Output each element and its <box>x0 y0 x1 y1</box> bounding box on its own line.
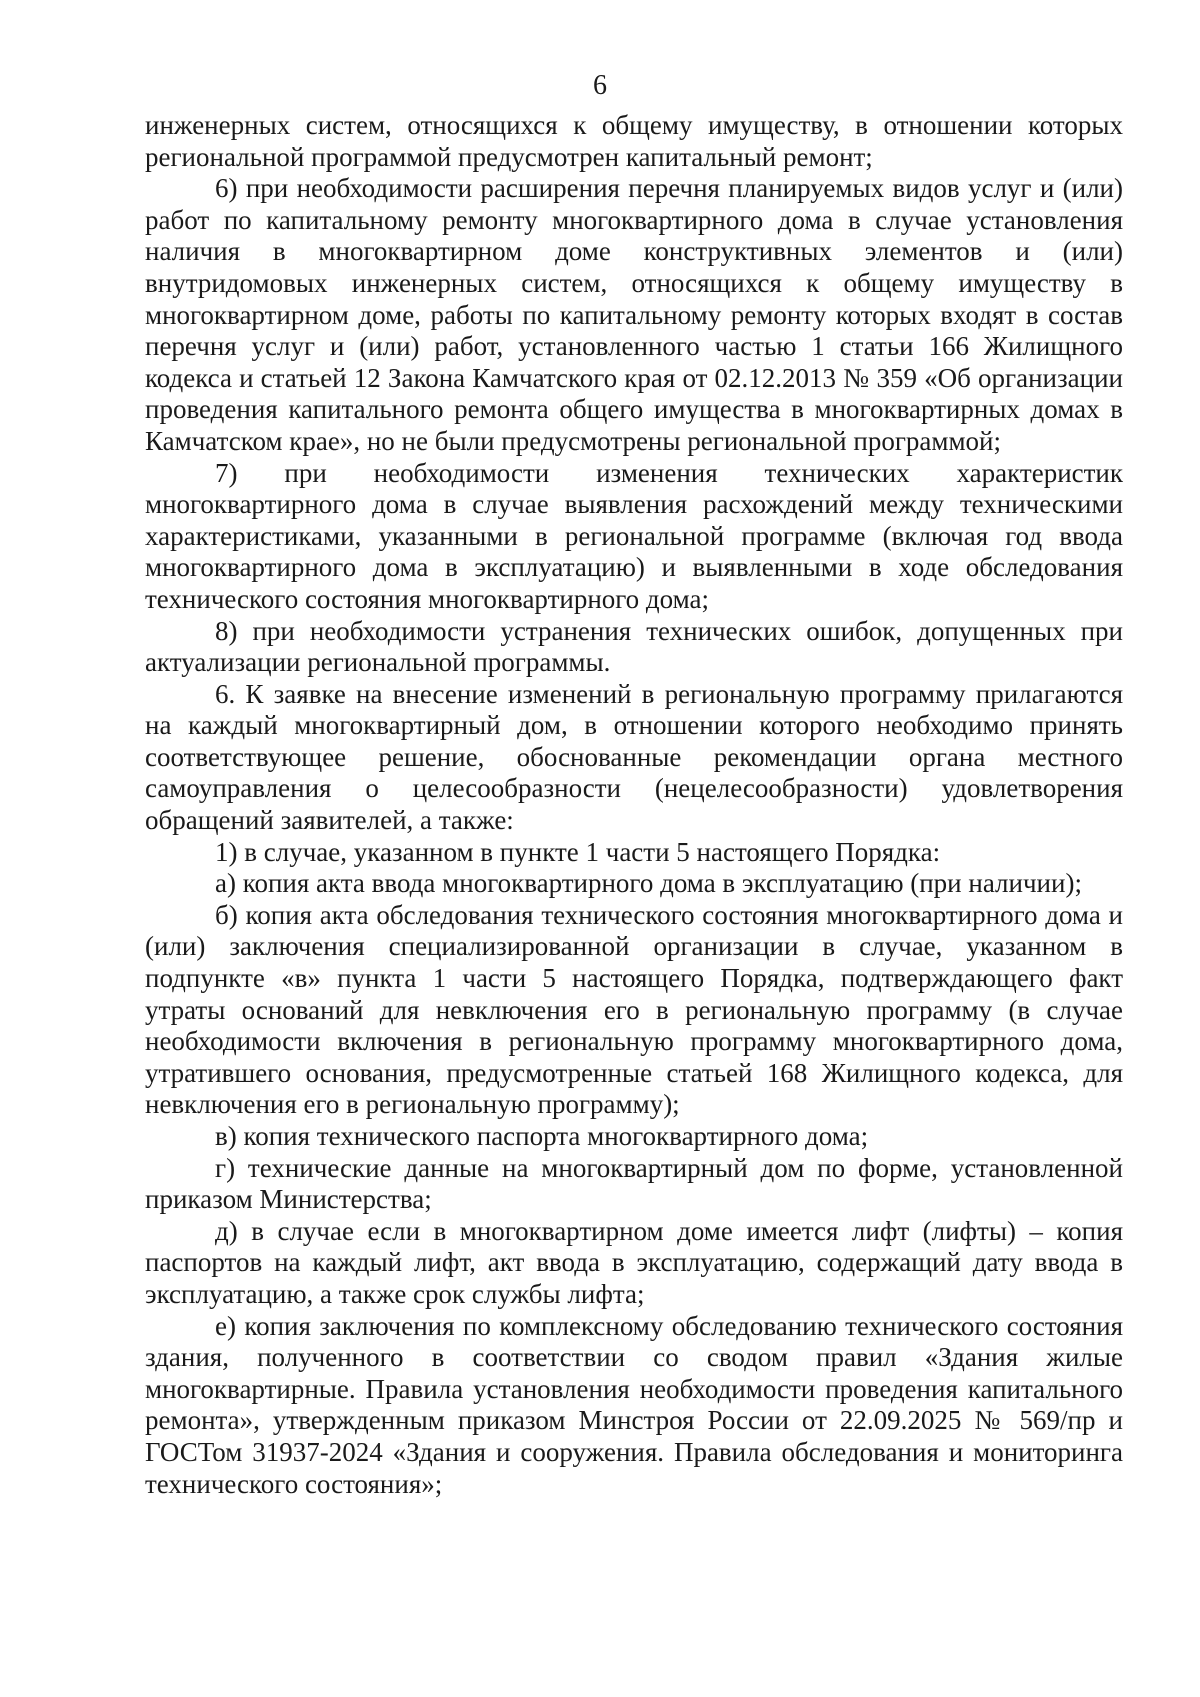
paragraph-subitem-d: д) в случае если в многоквартирном доме имеется лифт (лифты) – копия паспортов на каждый лифт, акт ввода в эксплуатацию, содержащий дату ввода в эксплуатацию, а также срок службы лифта; <box>145 1215 1123 1309</box>
paragraph-subitem-a: а) копия акта ввода многоквартирного дома в эксплуатацию (при наличии); <box>215 868 1082 899</box>
document-body <box>145 110 1123 1500</box>
paragraph-section-6: 6. К заявке на внесение изменений в региональную программу прилагаются на каждый многоквартирный дом, в отношении которого необходимо принять соответствующее решение, обоснованные рекомендации органа местного самоуправления о целесообразности (нецелесообразности) удовлетворения обращений заявителей, а также: <box>145 678 1123 836</box>
paragraph-subitem-b: б) копия акта обследования технического состояния многоквартирного дома и (или) заключения специализированной организации в случае, указанном в подпункте «в» пункта 1 части 5 настоящего Порядка, подтверждающего факт утраты оснований для невключения его в региональную программу (в случае необходимости включения в региональную программу многоквартирного дома, утратившего основания, предусмотренные статьей 168 Жилищного кодекса, для невключения его в региональную программу); <box>145 899 1123 1120</box>
page-number: 6 <box>593 70 607 101</box>
paragraph-item-1: 1) в случае, указанном в пункте 1 части 5 настоящего Порядка: <box>215 836 941 867</box>
paragraph-subitem-e: е) копия заключения по комплексному обследованию технического состояния здания, полученного в соответствии со сводом правил «Здания жилые многоквартирные. Правила установления необходимости проведения капитального ремонта», утвержденным приказом Минстроя России от 22.09.2025 № 569/пр и ГОСТом 31937-2024 «Здания и сооружения. Правила обследования и мониторинга технического состояния»; <box>145 1310 1123 1499</box>
paragraph-item-8: 8) при необходимости устранения технических ошибок, допущенных при актуализации региональной программы. <box>145 615 1123 678</box>
paragraph-subitem-v: в) копия технического паспорта многоквартирного дома; <box>215 1121 869 1151</box>
paragraph-subitem-g: г) технические данные на многоквартирный дом по форме, установленной приказом Министерства; <box>145 1152 1123 1215</box>
paragraph-item-6: 6) при необходимости расширения перечня планируемых видов услуг и (или) работ по капитальному ремонту многоквартирного дома в случае установления наличия в многоквартирном доме конструктивных элементов и (или) внутридомовых инженерных систем, относящихся к общему имуществу в многоквартирном доме, работы по капитальному ремонту которых входят в состав перечня услуг и (или) работ, установленного частью 1 статьи 166 Жилищного кодекса и статьей 12 Закона Камчатского края от 02.12.2013 № 359 «Об организации проведения капитального ремонта общего имущества в многоквартирных домах в Камчатском крае», но не были предусмотрены региональной программой; <box>145 173 1123 456</box>
paragraph-item-7: 7) при необходимости изменения технических характеристик многоквартирного дома в случае выявления расхождений между техническими характеристиками, указанными в региональной программе (включая год ввода многоквартирного дома в эксплуатацию) и выявленными в ходе обследования технического состояния многоквартирного дома; <box>145 457 1123 614</box>
paragraph-continuation: инженерных систем, относящихся к общему имуществу, в отношении которых региональной программой предусмотрен капитальный ремонт; <box>145 110 1123 172</box>
